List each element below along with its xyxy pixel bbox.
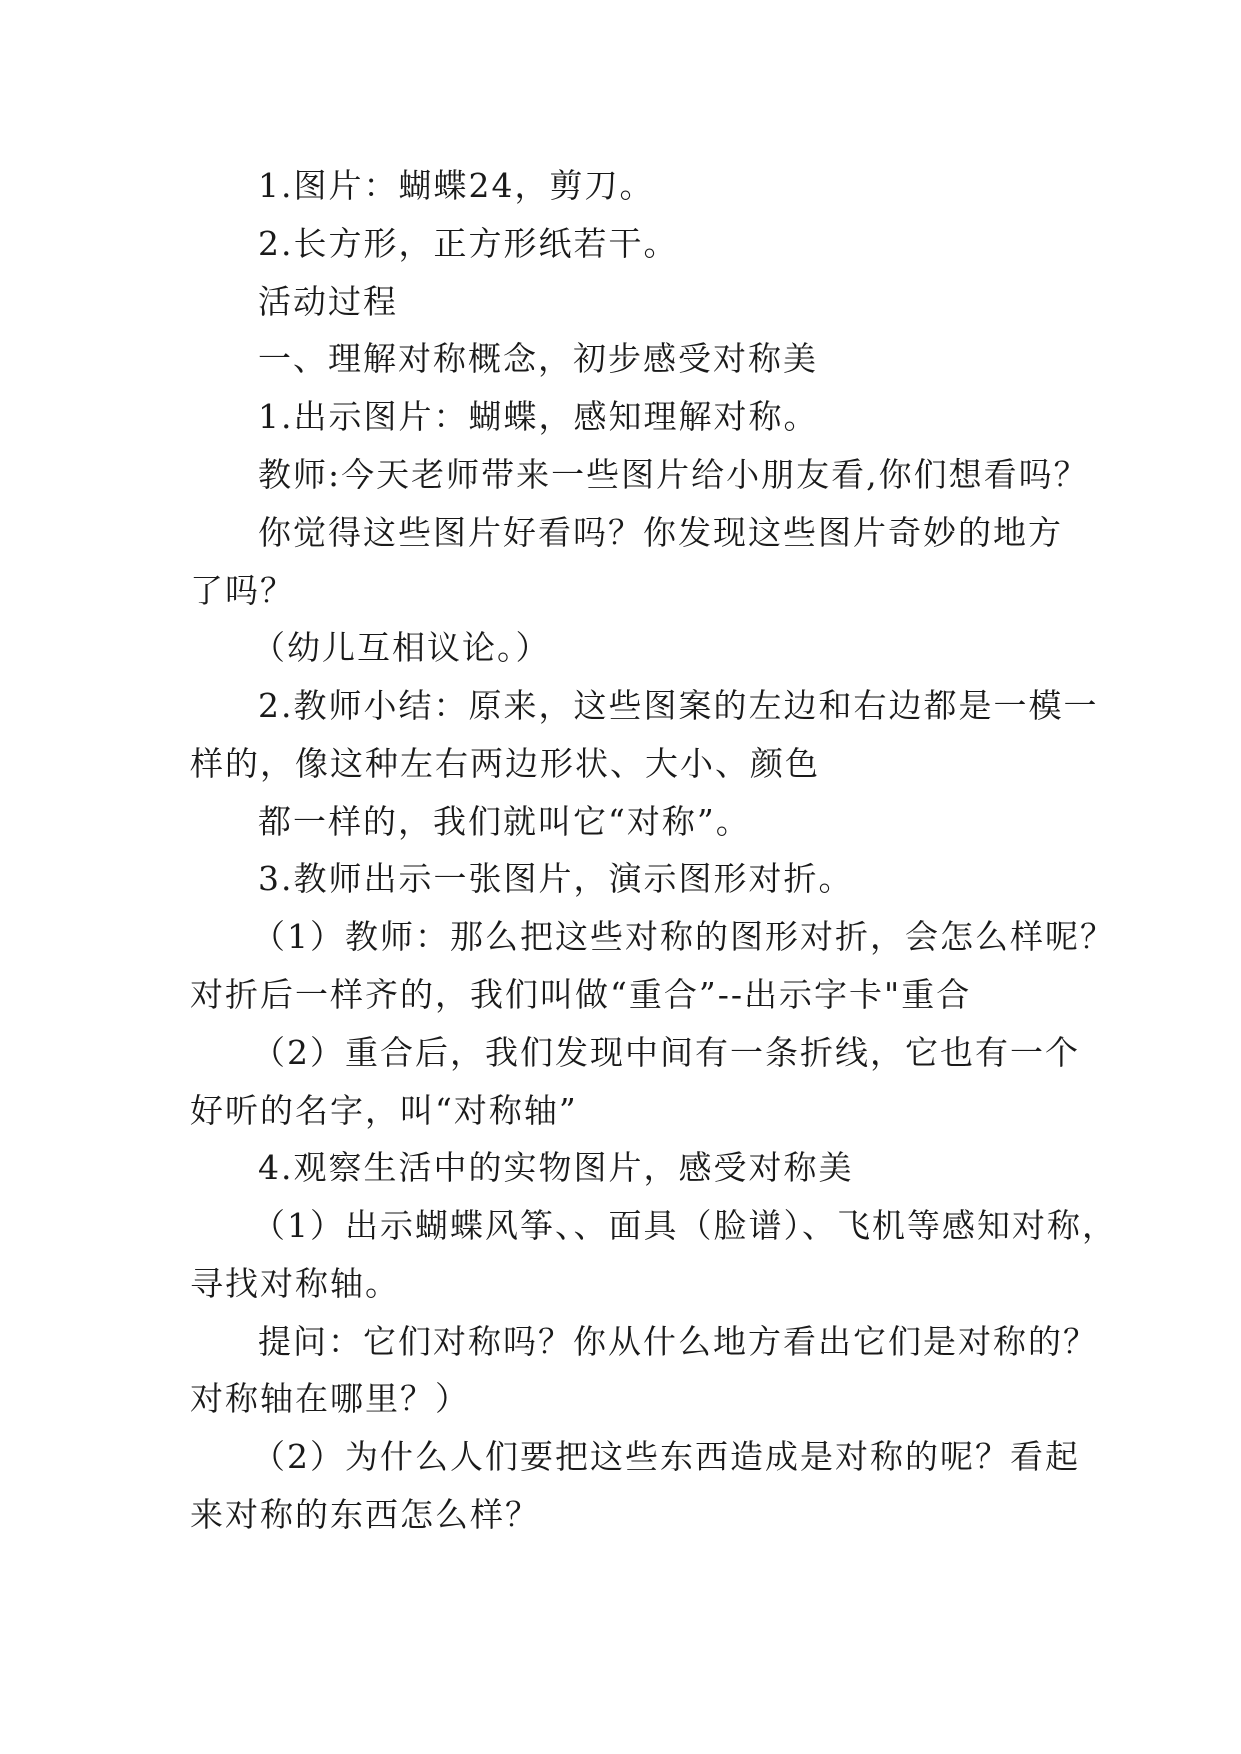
text-line: 寻找对称轴。	[190, 1264, 400, 1303]
text-line: （2）为什么人们要把这些东西造成是对称的呢？看起	[252, 1437, 1080, 1476]
text-line: 4.观察生活中的实物图片，感受对称美	[258, 1148, 854, 1187]
text-line: （幼儿互相议论。）	[252, 628, 551, 667]
text-line: （1）教师：那么把这些对称的图形对折，会怎么样呢？	[252, 917, 1115, 956]
text-line: 1.图片：蝴蝶24，剪刀。	[258, 166, 655, 205]
text-line: 2.教师小结：原来，这些图案的左边和右边都是一模一	[258, 686, 1099, 725]
text-line: 对折后一样齐的，我们叫做“重合”--出示字卡"重合	[190, 975, 972, 1014]
text-line: 好听的名字，叫“对称轴”	[190, 1091, 578, 1130]
text-line: （2）重合后，我们发现中间有一条折线，它也有一个	[252, 1033, 1080, 1072]
text-line: 样的，像这种左右两边形状、大小、颜色	[190, 744, 820, 783]
text-line: 都一样的，我们就叫它“对称”。	[258, 802, 751, 841]
text-line: 提问：它们对称吗？你从什么地方看出它们是对称的？	[258, 1322, 1098, 1361]
text-line: 了吗？	[190, 571, 295, 610]
text-line: 1.出示图片：蝴蝶，感知理解对称。	[258, 397, 819, 436]
text-line: 你觉得这些图片好看吗？你发现这些图片奇妙的地方	[258, 513, 1063, 552]
text-line: 对称轴在哪里？）	[190, 1379, 470, 1418]
section-heading: 一、理解对称概念，初步感受对称美	[258, 339, 818, 378]
text-line: 来对称的东西怎么样？	[190, 1495, 540, 1534]
text-line: 教师:今天老师带来一些图片给小朋友看,你们想看吗？	[258, 455, 1089, 494]
text-line: 2.长方形，正方形纸若干。	[258, 224, 679, 263]
text-line: （1）出示蝴蝶风筝、、面具（脸谱）、飞机等感知对称，	[252, 1206, 1117, 1245]
section-heading: 活动过程	[258, 282, 398, 321]
text-line: 3.教师出示一张图片，演示图形对折。	[258, 859, 854, 898]
